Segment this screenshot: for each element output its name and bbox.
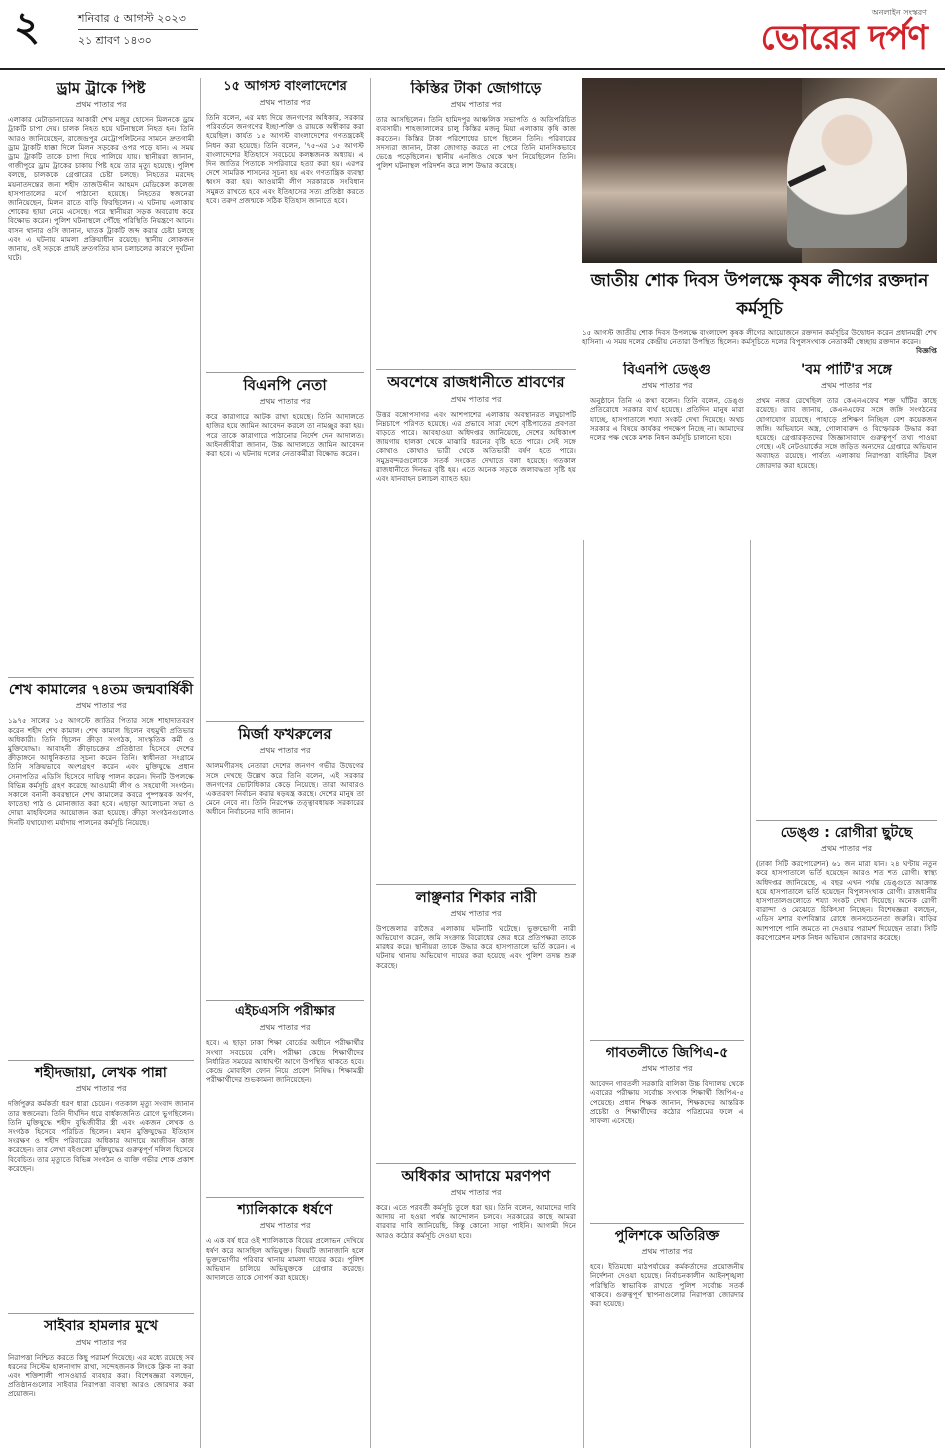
date-bangla: ২১ শ্রাবণ ১৪৩০: [78, 34, 152, 47]
column-2: [206, 80, 364, 1448]
date-box: [78, 10, 198, 49]
caption-credit: বিজ্ঞপ্তি: [916, 346, 937, 356]
headline[interactable]: কিস্তির টাকা জোগাড়ে: [410, 80, 542, 97]
byline: প্রথম পাতার পর: [75, 1337, 127, 1347]
divider: [376, 1163, 576, 1164]
divider: [756, 820, 937, 821]
article-body: করে। এতে পরবর্তী কর্মসূচি তুলে ধরা হয়। তিনি বলেন, আমাদের দাবি আদায় না হওয়া পর্যন্ত আন্দোলন চলবে। সরকারের কাছে আমরা বারবার দাবি জানিয়েছি, কিন্তু কোনো সাড়া পাইনি। আগামী দিনে আরও কঠোর কর্মসূচি দেওয়া হবে।: [376, 1203, 576, 1240]
article-dengue-patients[interactable]: [756, 825, 937, 1419]
divider: [590, 1040, 744, 1041]
divider: [8, 1313, 194, 1314]
byline: প্রথম পাতার পর: [450, 100, 502, 110]
byline: প্রথম পাতার পর: [259, 397, 311, 407]
caption-headline[interactable]: জাতীয় শোক দিবস উপলক্ষে কৃষক লীগের রক্তদান কর্মসূচি: [590, 271, 929, 319]
article-mirza-fakhrul[interactable]: [206, 726, 364, 996]
article-body: অনুষ্ঠানে তিনি এ কথা বলেন। তিনি বলেন, ডেঙ্গু প্রতিরোধে সরকার ব্যর্থ হয়েছে। প্রতিদিন মানুষ মারা যাচ্ছে, হাসপাতালে শয্যা সংকট দেখা দিয়েছে। অথচ সরকার এ বিষয়ে কার্যকর পদক্ষেপ নিচ্ছে না। আমাদের দলের পক্ষ থেকে মশক নিধন কর্মসূচি চালানো হবে।: [590, 396, 744, 442]
headline[interactable]: মির্জা ফখরুলের: [238, 725, 332, 744]
article-rights-struggle[interactable]: [376, 1168, 576, 1433]
article-body: তিনি বলেন, এর মধ্য দিয়ে জনগণের অধিকার, সরকার পরিবর্তনে জনগণের ইচ্ছা-শক্তি ও রায়কে অস্বীকার করা হয়েছিল। কার্যত ১৫ আগস্ট বাংলাদেশের গণতন্ত্রকেই নিধন করা হয়েছে। তিনি বলেন, '৭৫-এর ১৫ আগস্ট বাংলাদেশের ইতিহাসে সবচেয়ে কলঙ্কজনক অধ্যায়। এ দিন জাতির পিতাকে সপরিবারে হত্যা করা হয়। এরপর দেশে সামরিক শাসনের সূচনা হয় এবং গণতান্ত্রিক ব্যবস্থা ধ্বংস করা হয়। আওয়ামী লীগ সরকারকে সংবিধান সমুন্নত রাখতে হবে এবং ইতিহাসের সত্য প্রতিষ্ঠা করতে হবে। তরুণ প্রজন্মকে সঠিক ইতিহাস জানাতে হবে।: [206, 112, 364, 205]
headline[interactable]: শহীদজায়া, লেখক পান্না: [35, 1065, 167, 1082]
article-installment[interactable]: [376, 80, 576, 365]
headline[interactable]: লাঞ্ছনার শিকার নারী: [415, 887, 537, 906]
column-1: [8, 80, 194, 1448]
article-body: আলমগীরসহ নেতারা দেশের জনগণ গভীর উদ্বেগের সঙ্গে দেখছে উল্লেখ করে তিনি বলেন, এই সরকার জনগণের ভোটাধিকার কেড়ে নিয়েছে। তারা আবারও একতরফা নির্বাচন করার ষড়যন্ত্র করছে। দেশের মানুষ তা মেনে নেবে না। তিনি নিরপেক্ষ তত্ত্বাবধায়ক সরকারের অধীনে নির্বাচনের দাবি জানান।: [206, 761, 364, 817]
brand-logo[interactable]: [761, 8, 927, 58]
byline: প্রথম পাতার পর: [259, 1023, 311, 1033]
divider: [376, 369, 576, 370]
headline[interactable]: বিএনপি নেতা: [243, 375, 327, 394]
byline: প্রথম পাতার পর: [450, 394, 502, 404]
headline[interactable]: গাবতলীতে জিপিএ-৫: [605, 1045, 729, 1062]
article-body: উপজেলার রাজৈর এলাকায় ঘটনাটি ঘটেছে। ভুক্তভোগী নারী অভিযোগ করেন, জমি সংক্রান্ত বিরোধের জের ধরে প্রতিপক্ষরা তাকে মারধর করে। স্থানীয়রা তাকে উদ্ধার করে হাসপাতালে ভর্তি করেন। এ ঘটনায় থানায় অভিযোগ দায়ের করা হয়েছে এবং পুলিশ তদন্ত শুরু করেছে।: [376, 923, 576, 970]
headline[interactable]: অধিকার আদায়ে মরণপণ: [401, 1166, 551, 1185]
headline[interactable]: অবশেষে রাজধানীতে শ্রাবণের: [387, 373, 565, 392]
caption-body: ১৫ আগস্ট জাতীয় শোক দিবস উপলক্ষে বাংলাদেশ কৃষক লীগের আয়োজনে রক্তদান কর্মসূচির উদ্বোধন করেন প্রধানমন্ত্রী শেখ হাসিনা। এ সময় দলের কেন্দ্রীয় নেতারা উপস্থিত ছিলেন। কর্মসূচিতে দলের বিপুলসংখ্যক নেতাকর্মী স্বেচ্ছায় রক্তদান করেন।: [582, 328, 937, 347]
divider: [376, 884, 576, 885]
headline[interactable]: পুলিশকে অতিরিক্ত: [614, 1228, 720, 1245]
article-cyber-attack[interactable]: [8, 1318, 194, 1432]
article-police-extra[interactable]: [590, 1228, 744, 1448]
byline: প্রথম পাতার পর: [259, 97, 311, 107]
divider: [206, 372, 364, 373]
photo-caption: [582, 268, 937, 358]
byline: প্রথম পাতার পর: [641, 381, 693, 391]
column-divider: [200, 78, 201, 1448]
masthead: [0, 0, 945, 70]
article-bnp-leader[interactable]: [206, 377, 364, 717]
article-body: আবেদন গাবতলী সরকারি বালিকা উচ্চ বিদ্যালয় থেকে এবারের পরীক্ষায় সর্বোচ্চ সংখ্যক শিক্ষার্থী জিপিএ-৫ পেয়েছে। প্রধান শিক্ষক জানান, শিক্ষকদের আন্তরিক প্রচেষ্টা ও শিক্ষার্থীদের কঠোর পরিশ্রমের ফলে এ সাফল্য এসেছে।: [590, 1079, 744, 1125]
byline: প্রথম পাতার পর: [75, 1084, 127, 1094]
headline[interactable]: শেখ কামালের ৭৪তম জন্মবার্ষিকী: [8, 682, 194, 699]
byline: প্রথম পাতার পর: [75, 701, 127, 711]
divider: [8, 677, 194, 678]
article-body: নিরাপত্তা নিশ্চিত করতে কিছু পরামর্শ দিয়েছে। এর মধ্যে রয়েছে সব ধরনের সিস্টেম হালনাগাদ রাখা, সন্দেহজনক লিংকে ক্লিক না করা এবং শক্তিশালী পাসওয়ার্ড ব্যবহার করা। বিশেষজ্ঞরা বলছেন, প্রতিষ্ঠানগুলোর সাইবার নিরাপত্তা ব্যবস্থা আরও জোরদার করা প্রয়োজন।: [8, 1352, 194, 1399]
column-4: [590, 362, 744, 1448]
byline: প্রথম পাতার পর: [821, 844, 872, 854]
article-rain[interactable]: [376, 374, 576, 879]
headline[interactable]: শ্যালিকাকে ধর্ষণে: [237, 1202, 333, 1219]
column-divider: [750, 540, 751, 1448]
brand-tagline: অনলাইন সংস্করণ: [871, 8, 927, 17]
audience-photo-area: [582, 78, 802, 263]
page-number: ২: [14, 3, 41, 50]
headline[interactable]: ডেঙ্গু : রোগীরা ছুটছে: [780, 825, 913, 842]
article-august-15[interactable]: [206, 80, 364, 368]
article-gabtali-gpa5[interactable]: [590, 1045, 744, 1219]
article-body: ১৯৭৫ সালের ১৫ আগস্টে জাতির পিতার সঙ্গে শাহাদাতবরণ করেন শহীদ শেখ কামাল। শেখ কামাল ছিলেন বহুমুখী প্রতিভার অধিকারী। তিনি ছিলেন ক্রীড়া সংগঠক, সাংস্কৃতিক কর্মী ও মুক্তিযোদ্ধা। আবাহনী ক্রীড়াচক্রের প্রতিষ্ঠাতা হিসেবে দেশের ক্রীড়াঙ্গনে আধুনিকতার সূচনা করেন তিনি। স্বাধীনতা সংগ্রামে তিনি সক্রিয়ভাবে অংশগ্রহণ করেন এবং মুক্তিযুদ্ধে প্রধান সেনাপতির এডিসি হিসেবে দায়িত্ব পালন করেন। দিনটি উপলক্ষে বিভিন্ন কর্মসূচি গ্রহণ করেছে আওয়ামী লীগ ও সহযোগী সংগঠন। সকালে বনানী কবরস্থানে শেখ কামালের কবরে পুষ্পস্তবক অর্পণ, ফাতেহা পাঠ ও মোনাজাত করা হবে। এছাড়া আলোচনা সভা ও দোয়া মাহফিলের আয়োজন করা হয়েছে। ক্রীড়া সংগঠনগুলোও দিনটি যথাযোগ্য মর্যাদায় পালনের কর্মসূচি নিয়েছে।: [8, 716, 194, 827]
article-woman-harassed[interactable]: [376, 889, 576, 1159]
byline: প্রথম পাতার পর: [75, 100, 127, 110]
column-5: [756, 362, 937, 1448]
byline: প্রথম পাতার পর: [641, 1064, 693, 1074]
article-sheikh-kamal[interactable]: [8, 682, 194, 1056]
article-shahidjaya[interactable]: [8, 1065, 194, 1309]
article-drum-truck[interactable]: [8, 80, 194, 673]
headline[interactable]: এইচএসসি পরীক্ষার: [234, 1004, 336, 1020]
article-body: হবে। ইতিমধ্যে মাঠপর্যায়ের কর্মকর্তাদের প্রয়োজনীয় নির্দেশনা দেওয়া হয়েছে। নির্বাচনকালীন আইনশৃঙ্খলা পরিস্থিতি স্বাভাবিক রাখতে পুলিশ সর্বোচ্চ সতর্ক থাকবে। গুরুত্বপূর্ণ স্থাপনাগুলোর নিরাপত্তা জোরদার করা হয়েছে।: [590, 1262, 744, 1309]
article-body: (ঢাকা সিটি করপোরেশন) ৬১ জন মারা যান। ২৪ ঘণ্টায় নতুন করে হাসপাতালে ভর্তি হয়েছেন আরও শত শত রোগী। স্বাস্থ্য অধিদপ্তর জানিয়েছে, এ বছর এখন পর্যন্ত ডেঙ্গুতে আক্রান্ত হয়ে হাসপাতালে ভর্তি হয়েছেন বিপুলসংখ্যক রোগী। রাজধানীর হাসপাতালগুলোতে শয্যা সংকট দেখা দিয়েছে। অনেক রোগী বারান্দা ও মেঝেতে চিকিৎসা নিচ্ছেন। বিশেষজ্ঞরা বলছেন, এডিস মশার বংশবিস্তার রোধে জনসচেতনতা জরুরি। বাড়ির আশপাশে পানি জমতে না দেওয়ার পরামর্শ দিয়েছেন তারা। সিটি করপোরেশন মশক নিধন অভিযান জোরদার করেছে।: [756, 859, 937, 942]
column-3: [376, 80, 576, 1448]
article-body: উত্তর বঙ্গোপসাগর এবং আশপাশের এলাকায় অবস্থানরত লঘুচাপটি নিম্নচাপে পরিণত হয়েছে। এর প্রভাবে সারা দেশে বৃষ্টিপাতের প্রবণতা বাড়তে পারে। আবহাওয়া অধিদপ্তর জানিয়েছে, দেশের অধিকাংশ জায়গায় হালকা থেকে মাঝারি ধরনের বৃষ্টি হতে পারে। সেই সঙ্গে কোথাও কোথাও ভারী থেকে অতিভারী বর্ষণ হতে পারে। সমুদ্রবন্দরগুলোকে সতর্ক সংকেত দেখাতে বলা হয়েছে। গতকাল রাজধানীতে দিনভর বৃষ্টি হয়। এতে অনেক সড়কে জলাবদ্ধতা সৃষ্টি হয় এবং যানবাহন চলাচল ব্যাহত হয়।: [376, 409, 576, 483]
column-divider: [583, 540, 584, 1448]
headline[interactable]: 'বম পার্টি'র সঙ্গে: [801, 362, 892, 378]
article-bnp-dengue[interactable]: [590, 362, 744, 1036]
brand-name: ভোরের দর্পণ: [760, 18, 927, 58]
article-body: তার আসছিলেন। তিনি হামিদপুর আঞ্চলিক সভাপতি ও অতিপরিচিত ব্যবসায়ী। শাহজালালের চালু কিস্তির মজনু মিয়া এলাকায় কৃষি কাজ করতেন। কিস্তির টাকা পরিশোধের চাপে ছিলেন তিনি। পরিবারের সদস্যরা জানান, টাকা জোগাড় করতে না পেরে তিনি মানসিকভাবে ভেঙে পড়েছিলেন। স্থানীয় এনজিও থেকে ঋণ নিয়েছিলেন তিনি। পুলিশ ঘটনাস্থল পরিদর্শন করে লাশ উদ্ধার করেছে।: [376, 115, 576, 171]
date-separator: [78, 29, 198, 30]
article-sister-in-law[interactable]: [206, 1202, 364, 1441]
divider: [206, 1000, 364, 1001]
news-photo[interactable]: [582, 78, 937, 263]
byline: প্রথম পাতার পর: [450, 1188, 502, 1197]
divider: [8, 1060, 194, 1061]
byline: প্রথম পাতার পর: [259, 1221, 311, 1231]
headline[interactable]: বিএনপি ডেঙ্গু: [623, 362, 711, 378]
article-body: হবে। এ ছাড়া ঢাকা শিক্ষা বোর্ডের অধীনে পরীক্ষার্থীর সংখ্যা সবচেয়ে বেশি। পরীক্ষা কেন্দ্রে শিক্ষার্থীদের নির্ধারিত সময়ের আধাঘণ্টা আগে উপস্থিত থাকতে হবে। কেন্দ্রে মোবাইল ফোন নিয়ে প্রবেশ নিষিদ্ধ। শিক্ষামন্ত্রী পরীক্ষার্থীদের শুভকামনা জানিয়েছেন।: [206, 1038, 364, 1085]
divider: [590, 1223, 744, 1224]
headline[interactable]: ড্রাম ট্রাকে পিষ্ট: [56, 80, 146, 97]
byline: প্রথম পাতার পর: [450, 908, 502, 918]
article-body: দর্জিপুরুর কর্মকর্তা ধরণ ধারা চেয়েন। গতকাল মৃত্যু সংবাদ জানান তার স্বজনেরা। তিনি দীর্ঘদিন ধরে বার্ধক্যজনিত রোগে ভুগছিলেন। তিনি মুক্তিযুদ্ধে শহীদ বুদ্ধিজীবীর স্ত্রী এবং একজন লেখক ও সংগঠক হিসেবে পরিচিত ছিলেন। মহান মুক্তিযুদ্ধের ইতিহাস সংরক্ষণ ও শহীদ পরিবারের অধিকার আদায়ে আজীবন কাজ করেছেন। তার লেখা বইগুলো মুক্তিযুদ্ধের গুরুত্বপূর্ণ দলিল হিসেবে বিবেচিত। তার মৃত্যুতে বিভিন্ন সংগঠন ও ব্যক্তি গভীর শোক প্রকাশ করেছেন।: [8, 1099, 194, 1173]
headline[interactable]: ১৫ আগস্ট বাংলাদেশের: [223, 80, 347, 94]
byline: প্রথম পাতার পর: [641, 1247, 693, 1257]
article-bom-party[interactable]: [756, 362, 937, 816]
article-hsc-exam[interactable]: [206, 1005, 364, 1193]
article-body: এ এক বর্ষ ধরে ওই শ্যালিকাকে বিয়ের প্রলোভন দেখিয়ে ধর্ষণ করে আসছিল অভিযুক্ত। বিষয়টি জানাজানি হলে ভুক্তভোগীর পরিবার থানায় মামলা দায়ের করে। পুলিশ অভিযান চালিয়ে অভিযুক্তকে গ্রেপ্তার করেছে। আদালতে তাকে সোপর্দ করা হয়েছে।: [206, 1236, 364, 1283]
byline: প্রথম পাতার পর: [821, 381, 872, 391]
byline: প্রথম পাতার পর: [259, 746, 311, 756]
column-divider: [370, 78, 371, 1448]
date-gregorian: শনিবার ৫ আগস্ট ২০২৩: [78, 12, 186, 25]
headline[interactable]: সাইবার হামলার মুখে: [44, 1318, 158, 1335]
article-body: এলাকার মেটাডানাডের আকারী শেখ মজুর হোসেন মিলনকে ড্রাম ট্রাকটি চাপা দেয়। চালক নিহত হয়ে ঘটনাস্থলে নিহত হন। তিনি আরও জানিয়েছেন, রাজেন্দ্রপুর মেট্রোপলিটনের সামনে দ্রুতগামী ড্রাম ট্রাকটি ধাক্কা দিলে মিলন সড়কের ওপর পড়ে যান। এ সময় ড্রাম ট্রাকটি তাকে চাপা দিয়ে পালিয়ে যায়। স্থানীয়রা জানান, গাজীপুরে ড্রাম ট্রাকের চাকায় পিষ্ট হয়ে তার মৃত্যু হয়েছে। পুলিশ বলছে, চালককে গ্রেপ্তারের চেষ্টা চলছে। নিহতের মরদেহ ময়নাতদন্তের জন্য শহীদ তাজউদ্দীন আহমদ মেডিকেল কলেজ হাসপাতালের মর্গে পাঠানো হয়েছে। নিহতের স্বজনেরা জানিয়েছেন, মিলন রাতে বাড়ি ফিরছিলেন। এ ঘটনায় এলাকায় শোকের ছায়া নেমে এসেছে। পরে স্থানীয়রা সড়ক অবরোধ করে বিক্ষোভ করেন। পুলিশ ঘটনাস্থলে পৌঁছে পরিস্থিতি নিয়ন্ত্রণে আনে। বাসন থানার ওসি জানান, ঘাতক ট্রাকটি জব্দ করার চেষ্টা চলছে এবং এ ঘটনায় মামলা প্রক্রিয়াধীন রয়েছে। স্থানীয় লোকজন জানায়, ওই সড়কে প্রায়ই দ্রুতগতির যান চলাচলের কারণে দুর্ঘটনা ঘটে।: [8, 115, 194, 263]
article-body: প্রথম নজর রেখেছিল তার কেএনএফের শক্ত ঘাঁটির কাছে রয়েছে। র‍্যাব জানায়, কেএনএফের সঙ্গে জঙ্গি সংগঠনের যোগাযোগ রয়েছে। পাহাড়ে প্রশিক্ষণ নিচ্ছিল বেশ কয়েকজন জঙ্গি। অভিযানে অস্ত্র, গোলাবারুদ ও বিস্ফোরক উদ্ধার করা হয়েছে। গ্রেপ্তারকৃতদের জিজ্ঞাসাবাদে গুরুত্বপূর্ণ তথ্য পাওয়া গেছে। এই নেটওয়ার্কের সঙ্গে জড়িত অন্যদের গ্রেপ্তারে অভিযান অব্যাহত রয়েছে। পার্বত্য এলাকায় নিরাপত্তা বাহিনীর টহল জোরদার করা হয়েছে।: [756, 396, 937, 470]
article-body: করে কারাগারে আটক রাখা হয়েছে। তিনি আদালতে হাজির হয়ে জামিন আবেদন করলে তা নামঞ্জুর করা হয়। পরে তাকে কারাগারে পাঠানোর নির্দেশ দেন আদালত। আইনজীবীরা জানান, উচ্চ আদালতে জামিন আবেদন করা হবে। এ ঘটনায় দলের নেতাকর্মীরা বিক্ষোভ করেন।: [206, 412, 364, 458]
divider: [206, 721, 364, 722]
divider: [206, 1197, 364, 1198]
